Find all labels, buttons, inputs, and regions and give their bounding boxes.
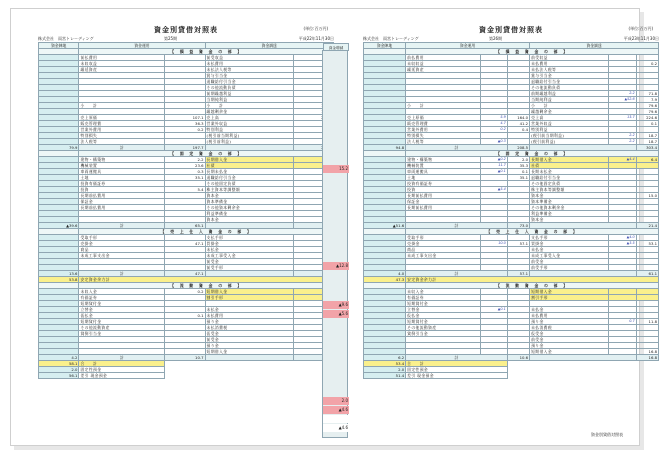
total-fund: 94.8 (364, 145, 406, 151)
source-label: 預り金 (530, 343, 609, 349)
summary-row (364, 373, 659, 379)
use-label: 短期貸付金 (79, 301, 165, 307)
source-value: 16.8 (636, 349, 658, 355)
source-label: 未成工事受入金 (205, 253, 293, 259)
summary-blank (507, 373, 658, 379)
use-label: 短期貸付金 (406, 319, 480, 325)
source-label: 小 計 (205, 103, 293, 109)
source-label: 未払消費税 (205, 325, 293, 331)
use-delta: ▲5.4 (480, 187, 507, 193)
use-value: 35.1 (165, 175, 205, 181)
change-cell: ▲4.6 (323, 406, 349, 414)
use-value: 36.3 (165, 121, 205, 127)
source-label: 資本金 (205, 193, 293, 199)
total-label: 計 (79, 355, 165, 361)
source-label: 支払手形 (530, 235, 609, 241)
total-use: 73.0 (507, 223, 529, 229)
source-label: 未成工事受入金 (530, 253, 609, 259)
use-value: 164.0 (507, 115, 529, 121)
total-use: 10.6 (507, 355, 529, 361)
total-use: 208.5 (507, 145, 529, 151)
source-delta: 0.7 (609, 319, 636, 325)
source-label: 営業外収益 (205, 121, 293, 127)
use-label: 建物・構築物 (79, 157, 165, 163)
use-label: 土地 (79, 175, 165, 181)
use-label: 売掛金 (406, 241, 480, 247)
total-label: 計 (406, 145, 508, 151)
source-label: 預り金 (205, 343, 293, 349)
left-date: 平成22年11月30日 (298, 36, 334, 41)
total-fund: 4.0 (364, 271, 406, 277)
total-use: 197.7 (165, 145, 205, 151)
use-label: 繰延資産 (406, 67, 480, 73)
source-value: 0.1 (636, 121, 658, 127)
source-label: 預り金 (205, 319, 293, 325)
right-sheet (363, 9, 659, 429)
change-cell: 15.2 (323, 165, 349, 173)
use-label: 特別損失 (406, 133, 480, 139)
source-value: 53.1 (636, 241, 658, 247)
source-label: 未払法人税等 (205, 67, 293, 73)
use-label: 受取手形 (79, 235, 165, 241)
right-company: 株式会社 雨宮トレーディング (363, 36, 419, 41)
source-label: 預り金 (530, 319, 609, 325)
total-fund: 13.6 (39, 271, 79, 277)
source-label: その他流動負債 (530, 85, 609, 91)
use-label: 法人税等 (79, 139, 165, 145)
source-label: 賞与引当金 (530, 73, 609, 79)
header-col-use: 資金運用 (406, 43, 530, 49)
section-title-4: 【 流 動 資 金 の 部 】 (79, 283, 334, 289)
total-label: 計 (79, 223, 165, 229)
use-delta: ▲0.3 (480, 139, 507, 145)
use-value: 2.2 (165, 157, 205, 163)
use-label: 営業外費用 (79, 127, 165, 133)
source-label: 買掛金 (530, 241, 609, 247)
surplus-label: 安定資金余力計 (406, 277, 659, 283)
use-label: 小 計 (406, 103, 480, 109)
source-label: 未払消費税 (530, 325, 609, 331)
summary-value: 58.1 (39, 361, 79, 367)
surplus-value: 53.8 (39, 277, 79, 283)
total-label: 計 (406, 355, 508, 361)
source-label: 前期繰越利益 (205, 91, 293, 97)
summary-label: 合 計 (79, 361, 165, 367)
source-label: 未払費用 (205, 313, 293, 319)
source-label: 前受金 (530, 337, 609, 343)
use-label: 車両運搬具 (79, 169, 165, 175)
source-label: 前受収益 (205, 55, 293, 61)
total-label: 計 (406, 223, 508, 229)
header-col-fund: 資金陣地 (364, 43, 406, 49)
use-label: 土地 (406, 175, 480, 181)
summary-value: 51.4 (364, 373, 406, 379)
use-label: 短期貸付金 (79, 319, 165, 325)
use-label: 商品 (79, 247, 165, 253)
source-label: 退職給付引当金 (205, 175, 293, 181)
header-col-source: 資金調達 (205, 43, 333, 49)
source-label: 資本金 (530, 217, 609, 223)
use-label: 立替金 (406, 307, 480, 313)
section-title-3: 【 売 上 仕 入 資 金 の 部 】 (406, 229, 659, 235)
source-value: 18.7 (636, 139, 658, 145)
use-value: 0.4 (507, 127, 529, 133)
section-title-3: 【 売 上 仕 入 資 金 の 部 】 (79, 229, 334, 235)
use-delta: ▲0.1 (480, 307, 507, 313)
source-label: その他資本剰余金 (530, 205, 609, 211)
source-label: 割引手形 (205, 295, 293, 301)
source-label: 売上高 (530, 115, 609, 121)
use-delta: 4.7 (480, 121, 507, 127)
section-title-2: 【 固 定 資 金 の 部 】 (406, 151, 659, 157)
use-label: 未収入金 (79, 289, 165, 295)
use-label: 長期前払費用 (79, 193, 165, 199)
source-value: 79.6 (636, 109, 658, 115)
source-label: 資本準備金 (205, 199, 293, 205)
source-label: 未払費用 (530, 61, 609, 67)
header-col-fund: 資金陣地 (39, 43, 79, 49)
use-label: 未収収益 (406, 61, 480, 67)
summary-label: 固定性預金 (79, 367, 165, 373)
summary-value: 2.0 (39, 367, 79, 373)
source-label: 特別利益 (530, 127, 609, 133)
total-fund: ▲39.6 (39, 223, 79, 229)
source-label: 短期借入金 (205, 289, 293, 295)
source-delta: 2.2 (609, 139, 636, 145)
use-label: その他流動資産 (406, 325, 480, 331)
source-delta: ▲3.5 (609, 241, 636, 247)
right-unit: (単位:百万円) (628, 26, 653, 31)
use-value: 5.4 (165, 187, 205, 193)
source-delta: 2.2 (609, 91, 636, 97)
source-value: 224.6 (636, 115, 658, 121)
summary-label: 固定性預金 (406, 367, 508, 373)
source-label: (税引前当期利益) (530, 133, 609, 139)
use-label: 有価証券 (79, 295, 165, 301)
use-value: 2.0 (507, 157, 529, 163)
source-label: 仮受金 (205, 331, 293, 337)
left-balance-table (38, 42, 334, 379)
total-fund: 79.9 (39, 145, 79, 151)
total-use: 57.1 (507, 271, 529, 277)
use-label: 投資 (406, 187, 480, 193)
change-cell: ▲5.6 (323, 310, 349, 318)
source-delta: 2.2 (609, 133, 636, 139)
use-value: 35.3 (507, 163, 529, 169)
source-label: 未払金 (205, 307, 293, 313)
use-label: 未収収益 (79, 61, 165, 67)
source-label: 利益準備金 (530, 211, 609, 217)
use-value: 0.2 (165, 127, 205, 133)
use-label: 繰延資産 (79, 67, 165, 73)
use-label: 長期前払費用 (79, 205, 165, 211)
use-label: 立替金 (79, 307, 165, 313)
source-label: 短期借入金 (205, 349, 293, 355)
source-label: 未払金 (530, 307, 609, 313)
source-label: 短期借入金 (530, 349, 609, 355)
header-col-source: 資金調達 (530, 43, 659, 49)
summary-label: 差引 現金預金 (79, 373, 165, 379)
use-value: 0.3 (165, 169, 205, 175)
source-label: 割引手形 (530, 295, 609, 301)
source-value: 71.8 (636, 91, 658, 97)
source-label: (税引前当期利益) (205, 133, 293, 139)
left-title: 資金別貸借対照表 (154, 26, 218, 34)
source-label: 社債 (530, 163, 609, 169)
source-label: 社債 (205, 163, 293, 169)
surplus-label: 安定資金余力計 (79, 277, 334, 283)
section-title-2: 【 固 定 資 金 の 部 】 (79, 151, 334, 157)
summary-row (39, 373, 334, 379)
use-delta: 11.7 (480, 163, 507, 169)
use-value: 35.1 (507, 175, 529, 181)
source-label: 仮受金 (530, 331, 609, 337)
source-label: 資本金 (205, 217, 293, 223)
left-unit: (単位:百万円) (303, 26, 328, 31)
use-label: 投資有価証券 (79, 181, 165, 187)
use-value: 57.1 (507, 241, 529, 247)
right-date: 平成23年11月30日 (623, 36, 659, 41)
source-label: 長期借入金 (530, 157, 609, 163)
source-label: 株主資本等調整額 (530, 187, 609, 193)
change-column (322, 46, 348, 438)
source-label: 前受金 (530, 259, 609, 265)
source-value: 79.6 (636, 103, 658, 109)
use-delta: ▲0.2 (480, 157, 507, 163)
footer-label: 資金別貸借対照表 (591, 432, 623, 437)
paper (10, 8, 659, 446)
use-label: 投資 (79, 187, 165, 193)
use-label: 販売管理費 (406, 121, 480, 127)
source-label: その他固定負債 (205, 181, 293, 187)
source-label: 前受収益 (530, 55, 609, 61)
source-label: 特別利益 (205, 127, 293, 133)
use-value: 47.1 (165, 241, 205, 247)
use-label: 長期前払費用 (406, 193, 480, 199)
use-delta: ▲0.1 (480, 169, 507, 175)
source-label: 利益準備金 (205, 211, 293, 217)
use-label: 特別損失 (79, 133, 165, 139)
source-label: 退職給付引当金 (530, 79, 609, 85)
total-label: 計 (79, 271, 165, 277)
use-label: 投資有価証券 (406, 181, 480, 187)
use-label: 機械装置 (79, 163, 165, 169)
total-label: 計 (406, 271, 508, 277)
use-label: 短期貸付金 (406, 301, 480, 307)
total-use: 10.7 (165, 355, 205, 361)
total-use: 47.1 (165, 271, 205, 277)
source-label: その他流動負債 (205, 85, 293, 91)
change-cell (323, 415, 349, 423)
source-label: 資本準備金 (530, 199, 609, 205)
use-label: 受取手形 (406, 235, 480, 241)
use-label: 小 計 (79, 103, 165, 109)
use-value: 41.2 (507, 121, 529, 127)
source-label: (税引前利益) (530, 139, 609, 145)
source-label: 前受手形 (530, 265, 609, 271)
source-label: 株主資本等調整額 (205, 187, 293, 193)
source-label: 繰越剰余金 (205, 109, 293, 115)
use-delta: 0.2 (480, 127, 507, 133)
use-value: 107.1 (165, 115, 205, 121)
source-label: 資本金 (530, 193, 609, 199)
source-delta: ▲4.4 (609, 157, 636, 163)
change-cell: 2.0 (323, 397, 349, 405)
change-cell: ▲4.6 (323, 424, 349, 432)
use-label: 未成工事支出金 (79, 253, 165, 259)
source-delta: ▲52.6 (609, 97, 636, 103)
use-label: 法人税等 (406, 139, 480, 145)
section-title-1: 【 損 益 資 金 の 部 】 (406, 49, 659, 55)
source-label: 小 計 (530, 103, 609, 109)
source-label: 未払費用 (530, 313, 609, 319)
source-label: 未払費用 (205, 61, 293, 67)
use-label: 売上原価 (79, 115, 165, 121)
summary-blank (165, 373, 334, 379)
use-label: 営業外費用 (406, 127, 480, 133)
use-label: 有価証券 (406, 295, 480, 301)
use-delta: 5.9 (480, 115, 507, 121)
source-value: 15.0 (636, 193, 658, 199)
header-col-use: 資金運用 (79, 43, 205, 49)
source-value: 7.9 (636, 97, 658, 103)
source-label: 賞与引当金 (205, 73, 293, 79)
use-label: 仮払金 (79, 313, 165, 319)
source-label: 未払金 (205, 247, 293, 253)
left-period: 第25期 (164, 36, 178, 41)
use-label: 保証金 (79, 199, 165, 205)
right-title: 資金別貸借対照表 (479, 26, 543, 34)
source-label: 短期借入金 (530, 289, 609, 295)
left-sheet (38, 9, 334, 429)
section-title-4: 【 流 動 資 金 の 部 】 (406, 283, 659, 289)
source-delta: ▲4.0 (609, 235, 636, 241)
use-value: 0.2 (165, 289, 205, 295)
source-value: 11.8 (636, 319, 658, 325)
total-source: 21.4 (636, 223, 658, 229)
use-label: 前払費用 (79, 55, 165, 61)
use-label: 未成工事支出金 (406, 253, 480, 259)
source-label: 長期借入金 (205, 157, 293, 163)
source-label: (税引前利益) (205, 139, 293, 145)
source-label: 売上高 (205, 115, 293, 121)
total-source: 61.1 (636, 271, 658, 277)
use-label: 機械装置 (406, 163, 480, 169)
use-label: 仮払金 (406, 313, 480, 319)
source-label: 長期未払金 (205, 169, 293, 175)
source-label: その他資本剰余金 (205, 205, 293, 211)
source-label: 買掛金 (205, 241, 293, 247)
use-label: その他流動資産 (79, 325, 165, 331)
source-label: 長期未払金 (530, 169, 609, 175)
use-label: 商品 (406, 247, 480, 253)
use-label: 建物・構築物 (406, 157, 480, 163)
section-title-1: 【 損 益 資 金 の 部 】 (79, 49, 334, 55)
left-company: 株式会社 雨宮トレーディング (38, 36, 94, 41)
use-label: 未収入金 (406, 289, 480, 295)
use-value: 0.1 (507, 169, 529, 175)
right-period: 第26期 (489, 36, 503, 41)
source-label: 前受金 (205, 337, 293, 343)
use-label: 貸倒引当金 (406, 331, 480, 337)
source-label: 未払金 (530, 247, 609, 253)
summary-value: 2.0 (364, 367, 406, 373)
use-label: 販売管理費 (79, 121, 165, 127)
source-label: 前受金 (205, 259, 293, 265)
source-value: 18.7 (636, 133, 658, 139)
total-label: 計 (79, 145, 165, 151)
source-delta: 13.7 (609, 115, 636, 121)
change-cell: ▲9.6 (323, 301, 349, 309)
change-cell: ▲12.8 (323, 262, 349, 270)
total-fund: ▲51.6 (364, 223, 406, 229)
source-value: 6.4 (636, 157, 658, 163)
use-label: 保証金 (406, 199, 480, 205)
change-column-header: 資金増減 (323, 43, 349, 51)
use-label: 車両運搬具 (406, 169, 480, 175)
surplus-value: 47.3 (364, 277, 406, 283)
use-delta: 10.0 (480, 241, 507, 247)
total-use: 65.1 (165, 223, 205, 229)
use-label: 前払費用 (406, 55, 480, 61)
source-label: 前期繰越利益 (530, 91, 609, 97)
total-source: 16.8 (636, 355, 658, 361)
source-label: 退職給付引当金 (205, 79, 293, 85)
source-label: 当期純利益 (530, 97, 609, 103)
use-label: 長期前払費用 (406, 205, 480, 211)
summary-value: 53.4 (364, 361, 406, 367)
total-source: 303.4 (636, 145, 658, 151)
use-label: 貸倒引当金 (79, 331, 165, 337)
use-label: 売上原価 (406, 115, 480, 121)
source-label: 繰越剰余金 (530, 109, 609, 115)
source-label: 未払法人税等 (530, 67, 609, 73)
source-label: 営業外収益 (530, 121, 609, 127)
use-value: 0.1 (165, 313, 205, 319)
source-label: 前受手形 (205, 265, 293, 271)
summary-label: 差引 現金預金 (406, 373, 508, 379)
total-fund: 6.2 (364, 355, 406, 361)
source-label: その他固定負債 (530, 181, 609, 187)
source-label: 支払手形 (205, 235, 293, 241)
right-balance-table (363, 42, 659, 379)
source-value: 0.2 (636, 61, 658, 67)
summary-label: 合 計 (406, 361, 508, 367)
use-value: 23.6 (165, 163, 205, 169)
source-label: 当期純利益 (205, 97, 293, 103)
use-label: 売掛金 (79, 241, 165, 247)
summary-value: 56.1 (39, 373, 79, 379)
total-fund: 4.2 (39, 355, 79, 361)
source-label: 退職給付引当金 (530, 175, 609, 181)
